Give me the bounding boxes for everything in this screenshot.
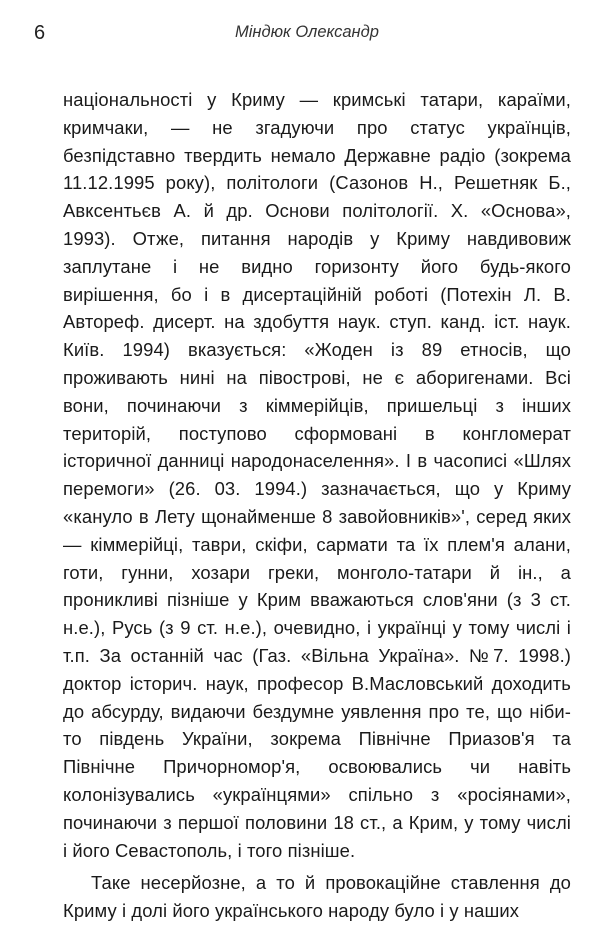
page-number: 6: [34, 22, 46, 44]
paragraph: Таке несерйозне, а то й провокаційне ставлення до Криму і долі його українського народу було і у наших: [63, 872, 571, 922]
page-header: [0, 0, 600, 60]
paragraph: національності у Криму — кримські татари, караїми, кримчаки, — не згадуючи про статус українців, безпідставно твердить немало Державне радіо (зокрема 11.12.1995 року), політологи (Сазонов Н., Решетняк Б., Авксентьєв А. й др. Основи політології. Х. «Основа», 1993). Отже, питання народів у Криму навдивовиж заплутане і не видно горизонту його будь-якого вирішення, бо і в дисертаційній роботі (Потехін Л. В. Автореф. дисерт. на здобуття наук. ступ. канд. іст. наук. Київ. 1994) вказується: «Жоден із 89 етносів, що проживають нині на півострові, не є аборигенами. Всі вони, починаючи з кіммерійців, пришельці з інших територій, поступово сформовані в конгломерат історичної данниці народонаселення». І в часописі «Шлях перемоги» (26. 03. 1994.) зазначається, що у Криму «кануло в Лету щонайменше 8 завойовників»', серед яких — кіммерійці, таври, скіфи, сармати та їх плем'я алани, готи, гунни, хозари греки, монголо-татари й ін., а проникливі пізніше у Крим вважаються слов'яни (з 3 ст. н.е.), Русь (з 9 ст. н.е.), очевидно, і українці у тому числі і т.п. За останній час (Газ. «Вільна Україна». №7. 1998.) доктор історич. наук, професор В.Масловський доходить до абсурду, видаючи бездумне уявлення про те, що ніби-то південь України, зокрема Північне Приазов'я та Північне Причорномор'я, освоювались чи навіть колонізувались «українцями» спільно з «росіянами», починаючи з першої половини 18 ст., а Крим, у тому числі і його Севастополь, і того пізніше.: [63, 89, 571, 861]
body-text: [63, 86, 571, 925]
running-head: Міндюк Олександр: [235, 23, 379, 41]
